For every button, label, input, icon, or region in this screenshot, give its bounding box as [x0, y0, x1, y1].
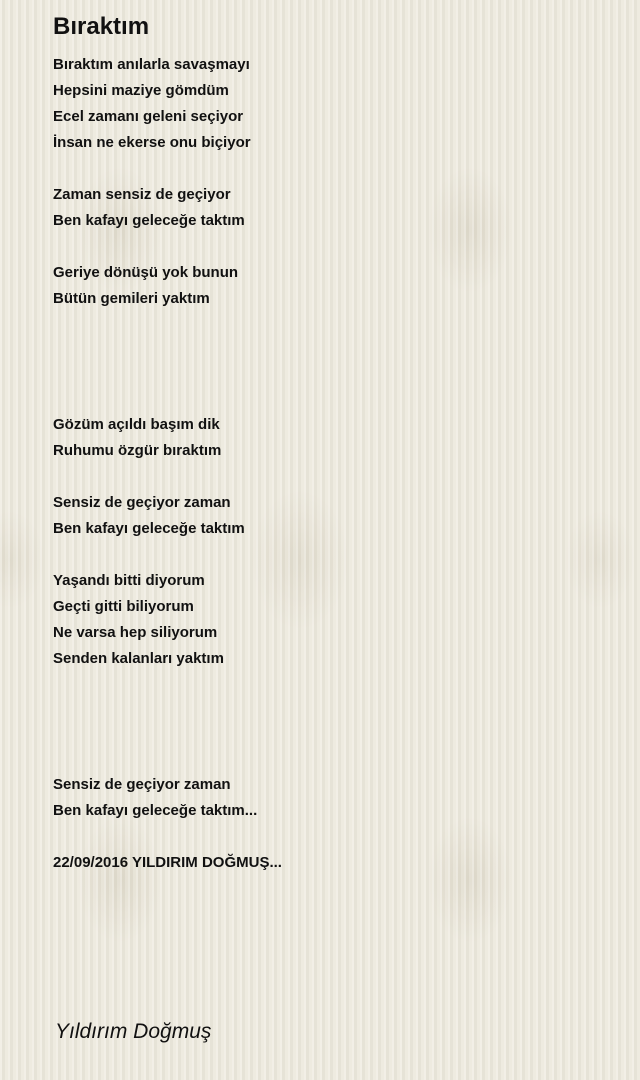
- stanza-gap: [53, 824, 613, 850]
- poem-date-signature: 22/09/2016 YILDIRIM DOĞMUŞ...: [53, 854, 282, 871]
- poem-line: Sensiz de geçiyor zaman: [53, 776, 231, 793]
- poem-title: Bıraktım: [53, 13, 150, 40]
- poem-line: Geçti gitti biliyorum: [53, 598, 194, 615]
- poem-line: Sensiz de geçiyor zaman: [53, 494, 231, 511]
- poem-line: Zaman sensiz de geçiyor: [53, 186, 231, 203]
- poem-author: Yıldırım Doğmuş: [55, 1020, 212, 1043]
- poem-line: Bıraktım anılarla savaşmayı: [53, 56, 250, 73]
- stanza-gap: [53, 672, 613, 772]
- poem-line: Ben kafayı geleceğe taktım: [53, 212, 245, 229]
- poem-line: İnsan ne ekerse onu biçiyor: [53, 134, 251, 151]
- poem-body: [53, 52, 613, 876]
- poem-line: Senden kalanları yaktım: [53, 650, 224, 667]
- poem-line: Gözüm açıldı başım dik: [53, 416, 220, 433]
- stanza-gap: [53, 234, 613, 260]
- poem-line: Ben kafayı geleceğe taktım...: [53, 802, 258, 819]
- poem-line: Ecel zamanı geleni seçiyor: [53, 108, 244, 125]
- poem-line: Hepsini maziye gömdüm: [53, 82, 229, 99]
- poem-line: Geriye dönüşü yok bunun: [53, 264, 239, 281]
- stanza-gap: [53, 312, 613, 412]
- stanza-gap: [53, 156, 613, 182]
- stanza-gap: [53, 542, 613, 568]
- poem-line: Ne varsa hep siliyorum: [53, 624, 218, 641]
- poem-line: Ben kafayı geleceğe taktım: [53, 520, 245, 537]
- stanza-gap: [53, 464, 613, 490]
- poem-line: Bütün gemileri yaktım: [53, 290, 210, 307]
- poem-line: Yaşandı bitti diyorum: [53, 572, 205, 589]
- poem-line: Ruhumu özgür bıraktım: [53, 442, 222, 459]
